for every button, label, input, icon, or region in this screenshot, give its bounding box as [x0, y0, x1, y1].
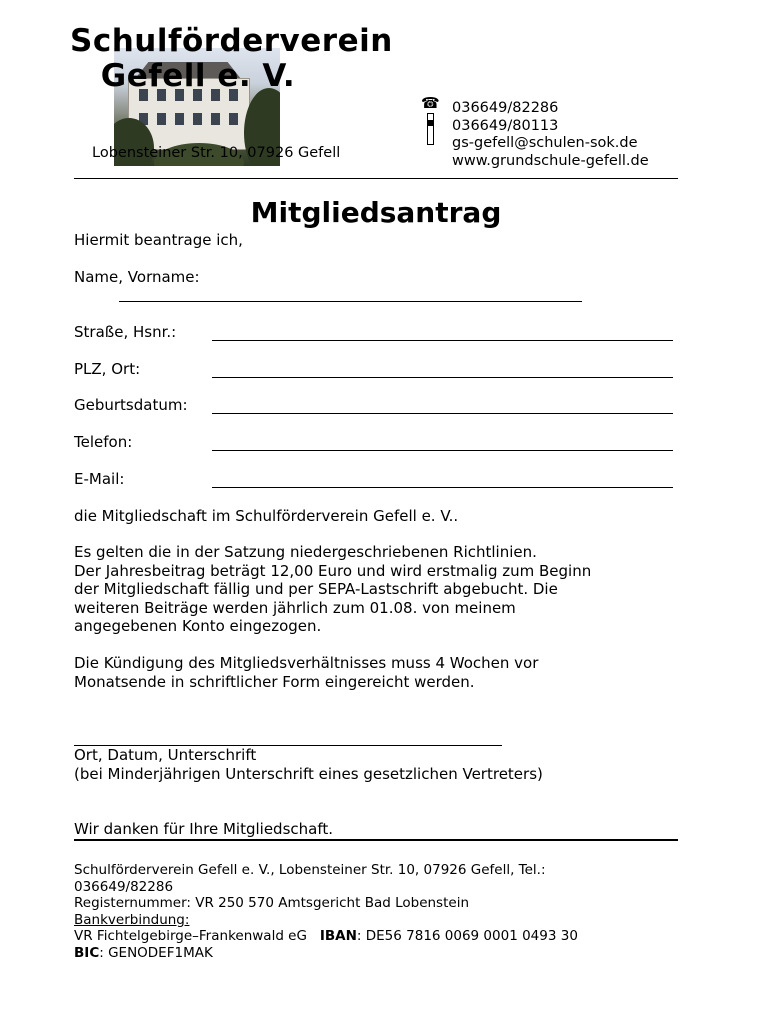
phone-label: Telefon: — [74, 433, 133, 451]
footer-divider — [74, 839, 678, 841]
name-label: Name, Vorname: — [74, 268, 200, 286]
terms-line: Der Jahresbeitrag beträgt 12,00 Euro und wird erstmalig zum Beginn — [74, 561, 592, 580]
bank-heading: Bankverbindung: — [74, 911, 190, 928]
header-divider — [74, 178, 678, 179]
signature-label: Ort, Datum, Unterschrift — [74, 746, 257, 764]
zip-city-label: PLZ, Ort: — [74, 360, 141, 378]
iban-label: IBAN — [319, 928, 357, 944]
email-address: gs-gefell@schulen-sok.de — [452, 135, 638, 151]
telephone-icon: ☎ — [421, 94, 440, 112]
birthdate-label: Geburtsdatum: — [74, 396, 188, 414]
contact-icons — [421, 94, 440, 144]
birthdate-field[interactable] — [212, 413, 673, 414]
bic-value: : GENODEF1MAK — [99, 944, 213, 961]
contact-block — [452, 100, 649, 170]
terms-line: der Mitgliedschaft fällig und per SEPA-Lastschrift abgebucht. Die — [74, 580, 558, 598]
zip-city-field[interactable] — [212, 377, 673, 378]
organization-name: Schulförderverein Gefell e. V. — [70, 23, 393, 94]
terms-paragraph — [74, 543, 674, 636]
handset-icon — [427, 113, 434, 145]
page-title: Mitgliedsantrag — [250, 196, 502, 229]
footer — [74, 862, 678, 961]
bank-line — [74, 928, 678, 945]
footer-register: Registernummer: VR 250 570 Amtsgericht Bad Lobenstein — [74, 895, 470, 911]
signature-label-block — [74, 746, 543, 783]
footer-phone: 036649/82286 — [74, 878, 174, 895]
phone-number-1: 036649/82286 — [452, 100, 559, 116]
phone-number-2: 036649/80113 — [452, 117, 559, 134]
thanks-text: Wir danken für Ihre Mitgliedschaft. — [74, 820, 333, 838]
membership-text: die Mitgliedschaft im Schulförderverein Gefell e. V.. — [74, 507, 459, 525]
name-field[interactable] — [119, 301, 582, 302]
bank-name: VR Fichtelgebirge–Frankenwald eG — [74, 928, 307, 944]
website-address: www.grundschule-gefell.de — [452, 152, 649, 169]
signature-note: (bei Minderjährigen Unterschrift eines gesetzlichen Vertreters) — [74, 764, 543, 783]
footer-address: Schulförderverein Gefell e. V., Lobensteiner Str. 10, 07926 Gefell, Tel.: — [74, 862, 546, 878]
phone-field[interactable] — [212, 450, 673, 451]
cancellation-line: Die Kündigung des Mitgliedsverhältnisses muss 4 Wochen vor — [74, 654, 539, 672]
organization-address: Lobensteiner Str. 10, 07926 Gefell — [92, 145, 341, 161]
cancellation-line: Monatsende in schriftlicher Form eingereicht werden. — [74, 672, 475, 691]
bic-label: BIC — [74, 944, 100, 961]
bic-line — [74, 945, 678, 962]
iban-value: : DE56 7816 0069 0001 0493 30 — [356, 928, 578, 944]
street-field[interactable] — [212, 340, 673, 341]
terms-line: angegebenen Konto eingezogen. — [74, 617, 322, 635]
terms-line: Es gelten die in der Satzung niedergeschriebenen Richtlinien. — [74, 543, 537, 561]
email-field[interactable] — [212, 487, 673, 488]
terms-line: weiteren Beiträge werden jährlich zum 01.08. von meinem — [74, 598, 516, 617]
email-label: E-Mail: — [74, 470, 125, 488]
cancellation-paragraph — [74, 654, 674, 691]
intro-text: Hiermit beantrage ich, — [74, 231, 243, 249]
street-label: Straße, Hsnr.: — [74, 323, 177, 341]
